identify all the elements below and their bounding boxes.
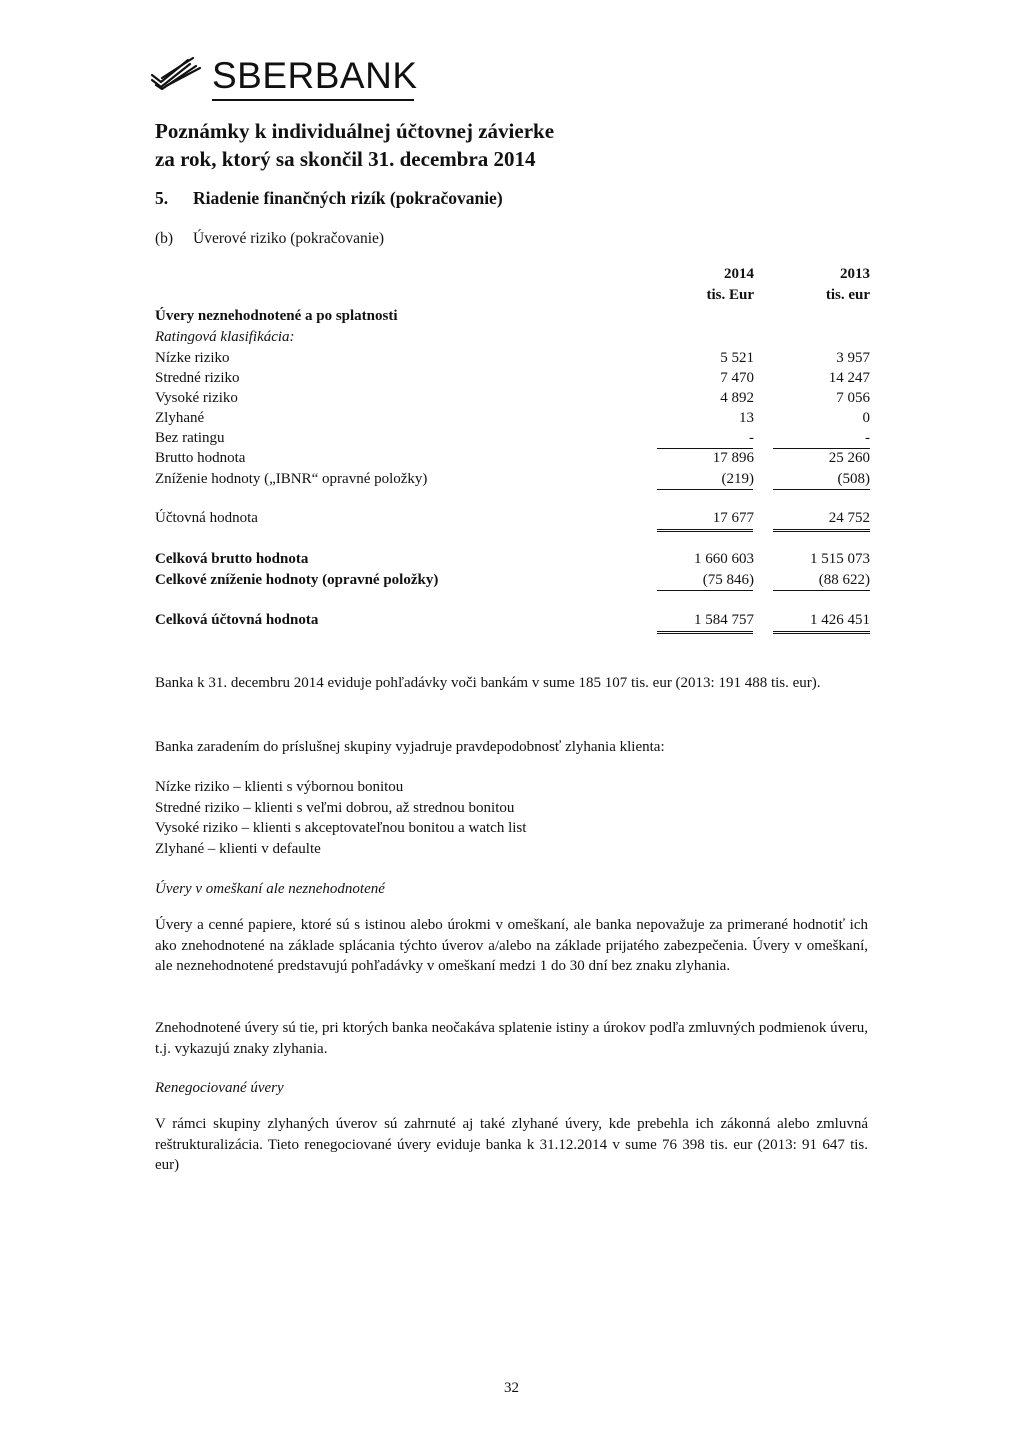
classification-list — [155, 777, 526, 859]
paragraph-renegotiated: V rámci skupiny zlyhaných úverov sú zahrnuté aj také zlyhané úvery, kde prebehla ich zákonná alebo zmluvná reštrukturalizácia. Tieto renegociované úvery eviduje banka k 31.12.2014 v sume 76 398 tis. eur (2013: 91 647 tis. eur) — [155, 1116, 868, 1173]
list-item: Nízke riziko – klienti s výbornou bonitou — [155, 779, 404, 795]
subsection-title: Úverové riziko (pokračovanie) — [193, 230, 385, 247]
heading-overdue-not-impaired: Úvery v omeškaní ale neznehodnotené — [155, 881, 385, 897]
table-header-units — [155, 287, 870, 307]
table-row: Nízke riziko 5 521 3 957 — [155, 350, 870, 366]
section-number: 5. — [155, 188, 169, 208]
section-heading — [155, 188, 503, 209]
document-title — [155, 117, 554, 173]
table-row: Zníženie hodnoty („IBNR“ opravné položky) (219) (508) — [155, 471, 870, 487]
table-row: Stredné riziko 7 470 14 247 — [155, 370, 870, 386]
table-row: Brutto hodnota 17 896 25 260 — [155, 450, 870, 466]
logo-text: SBERBANK — [212, 55, 418, 96]
table-group-heading: Úvery neznehodnotené a po splatnosti — [155, 308, 398, 324]
section-title: Riadenie finančných rizík (pokračovanie) — [193, 188, 503, 208]
table-row-carrying-value: Účtovná hodnota 17 677 24 752 — [155, 510, 870, 526]
impairment-rule-2013 — [773, 489, 870, 490]
carrying-rule-2013 — [773, 529, 870, 532]
impairment-rule-2014 — [657, 489, 753, 490]
total-impairment-rule-2013 — [773, 590, 870, 591]
document-title-line-1: Poznámky k individuálnej účtovnej závierke — [155, 119, 555, 143]
list-item: Stredné riziko – klienti s veľmi dobrou, až strednou bonitou — [155, 799, 515, 816]
sberbank-logo-icon — [148, 56, 202, 90]
carrying-rule-2014 — [657, 529, 753, 532]
page-number: 32 — [504, 1380, 519, 1396]
heading-renegotiated: Renegociované úvery — [155, 1080, 284, 1096]
table-row: Zlyhané 13 0 — [155, 410, 870, 426]
total-carrying-rule-2013 — [773, 631, 870, 634]
table-header-years — [155, 266, 870, 286]
paragraph-bank-receivables: Banka k 31. decembru 2014 eviduje pohľadávky voči bankám v sume 185 107 tis. eur (2013: 191 488 tis. eur). — [155, 675, 821, 691]
paragraph-impaired: Znehodnotené úvery sú tie, pri ktorých banka neočakáva splatenie istiny a úrokov podľa zmluvných podmienok úveru, t.j. vykazujú znaky zlyhania. — [155, 1020, 868, 1057]
list-item: Vysoké riziko – klienti s akceptovateľnou bonitou a watch list — [155, 820, 527, 836]
col-unit-2014: tis. Eur — [706, 287, 754, 303]
total-impairment-rule-2014 — [657, 590, 753, 591]
table-row-total-impairment: Celkové zníženie hodnoty (opravné položky) (75 846) (88 622) — [155, 572, 870, 588]
subtotal-rule-2013 — [773, 448, 870, 449]
table-row-total-carrying: Celková účtovná hodnota 1 584 757 1 426 451 — [155, 612, 870, 628]
logo-rule — [212, 99, 414, 101]
subsection-heading — [155, 230, 384, 248]
total-carrying-rule-2014 — [657, 631, 753, 634]
table-row: Vysoké riziko 4 892 7 056 — [155, 390, 870, 406]
paragraph-overdue: Úvery a cenné papiere, ktoré sú s istinou alebo úrokmi v omeškaní, ale banka nepovažuje za primerané hodnotiť ich ako znehodnotené na základe splácania týchto úverov a/alebo na základe prijatého zabezpečenia. Úvery v omeškaní, ale neznehodnotené predstavujú pohľadávky v omeškaní medzi 1 do 30 dní bez znaku zlyhania. — [155, 917, 868, 974]
col-year-2013: 2013 — [840, 266, 870, 282]
table-rating-heading: Ratingová klasifikácia: — [155, 329, 295, 345]
table-row: Bez ratingu - - — [155, 430, 870, 446]
document-title-line-2: za rok, ktorý sa skončil 31. decembra 2014 — [155, 147, 536, 171]
paragraph-classification-intro: Banka zaradením do príslušnej skupiny vyjadruje pravdepodobnosť zlyhania klienta: — [155, 739, 665, 755]
col-unit-2013: tis. eur — [825, 287, 870, 303]
table-row-total-gross: Celková brutto hodnota 1 660 603 1 515 073 — [155, 551, 870, 567]
list-item: Zlyhané – klienti v defaulte — [155, 840, 321, 857]
subsection-number: (b) — [155, 230, 174, 247]
subtotal-rule-2014 — [657, 448, 753, 449]
col-year-2014: 2014 — [724, 266, 754, 282]
